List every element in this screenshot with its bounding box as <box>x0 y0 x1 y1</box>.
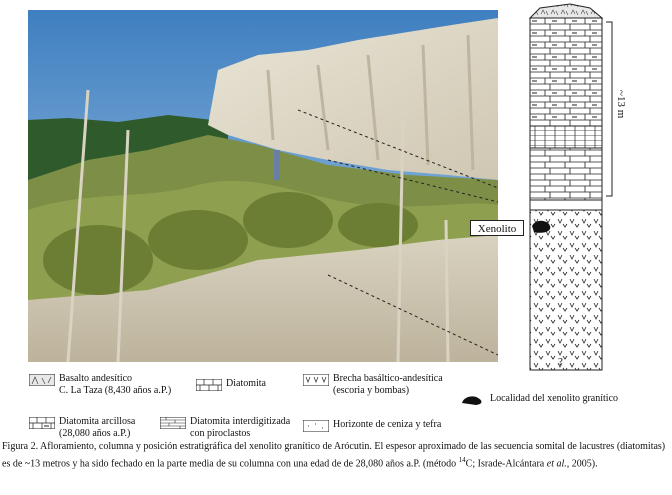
basalto-swatch <box>29 374 55 386</box>
column-interdigitizada <box>530 126 602 148</box>
brecha-swatch <box>303 374 329 386</box>
figure-caption: Figura 2. Afloramiento, columna y posición estratigráfica del xenolito granítico de Arócutin. El espesor aproximado de las secuencia somital de lacustres (diatomitas) es de ~13 metros y ha sido fechado en la parte media de su columna con una edad de de 28,080 años a.P. (método $^{14}$C; Israde-Alcántara et al., 2005). <box>2 441 666 469</box>
thickness-label: ~13 m <box>615 90 627 119</box>
column-basalt-cap <box>530 4 602 18</box>
xenolith-locality-icon <box>460 394 486 406</box>
stratigraphic-column <box>520 0 650 380</box>
diatomita-swatch <box>196 379 222 391</box>
diatomita-arcillosa-swatch <box>29 417 55 429</box>
column-diatomita-arcillosa <box>530 18 602 126</box>
question-mark: ? <box>558 356 563 368</box>
column-ash-horizon <box>530 200 602 210</box>
outcrop-photograph <box>28 10 498 362</box>
xenolith-label: Xenolito <box>470 220 524 236</box>
column-diatomita <box>530 148 602 200</box>
column-brecha <box>530 210 602 370</box>
ceniza-swatch <box>303 420 329 432</box>
person-figure <box>274 150 280 180</box>
interdigitizada-swatch <box>160 417 186 429</box>
